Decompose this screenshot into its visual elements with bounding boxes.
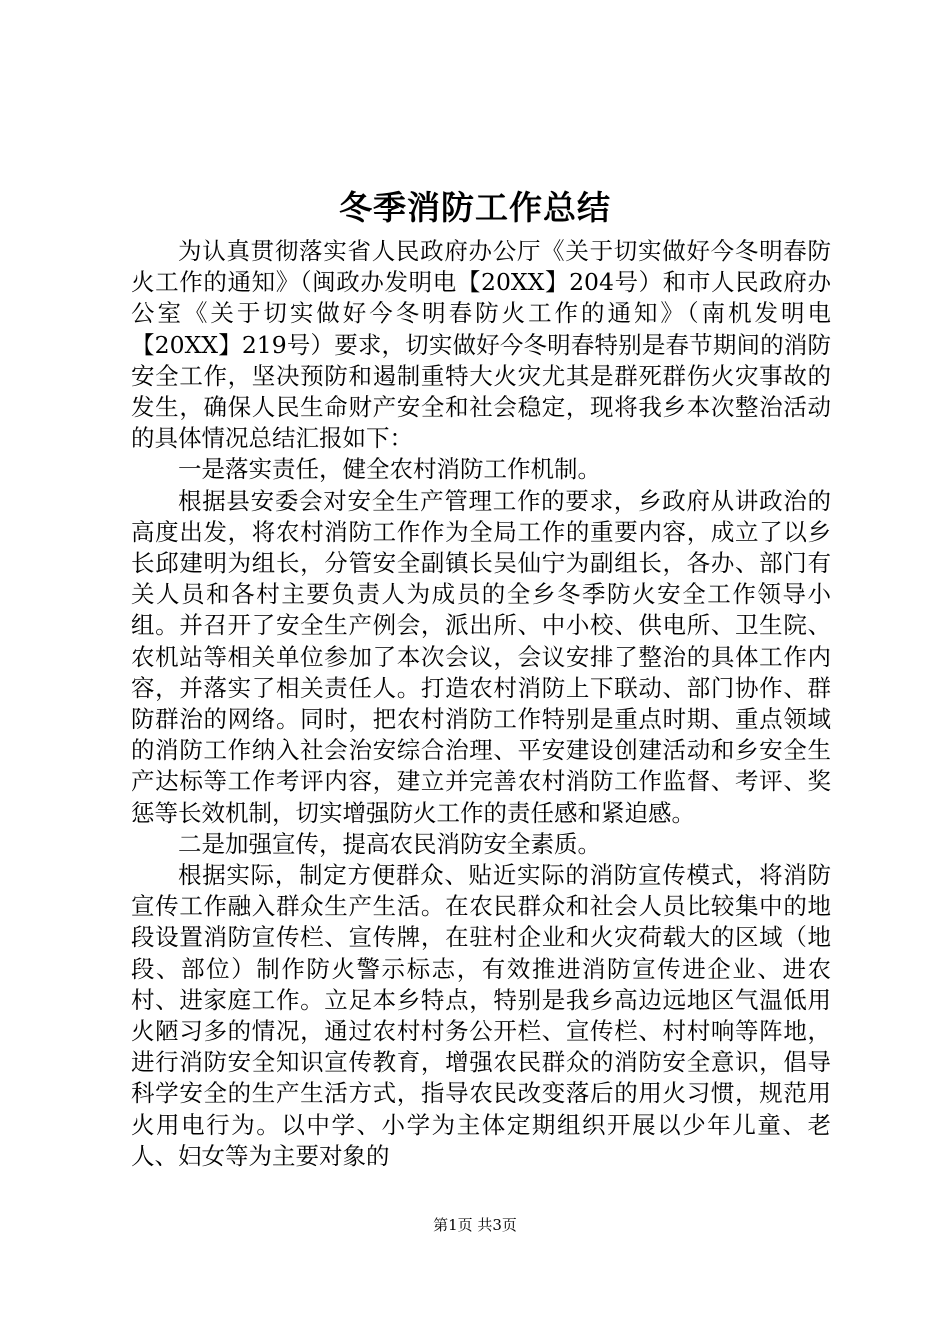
page-footer: 第1页 共3页 <box>433 1216 517 1234</box>
document-body <box>131 236 831 1172</box>
section-heading-2: 二是加强宣传，提高农民消防安全素质。 <box>178 829 601 858</box>
section-heading-1: 一是落实责任，健全农村消防工作机制。 <box>178 455 601 484</box>
paragraph-section-1: 根据县安委会对安全生产管理工作的要求，乡政府从讲政治的高度出发，将农村消防工作作为全局工作的重要内容，成立了以乡长邱建明为组长，分管安全副镇长吴仙宁为副组长，各办、部门有关人员和各村主要负责人为成员的全乡冬季防火安全工作领导小组。并召开了安全生产例会，派出所、中小校、供电所、卫生院、农机站等相关单位参加了本次会议，会议安排了整治的具体工作内容，并落实了相关责任人。打造农村消防上下联动、部门协作、群防群治的网络。同时，把农村消防工作特别是重点时期、重点领域的消防工作纳入社会治安综合治理、平安建设创建活动和乡安全生产达标等工作考评内容，建立并完善农村消防工作监督、考评、奖惩等长效机制，切实增强防火工作的责任感和紧迫感。 <box>131 486 831 827</box>
paragraph-intro: 为认真贯彻落实省人民政府办公厅《关于切实做好今冬明春防火工作的通知》（闽政办发明电【20XX】204号）和市人民政府办公室《关于切实做好今冬明春防火工作的通知》（南机发明电【20XX】219号）要求，切实做好今冬明春特别是春节期间的消防安全工作，坚决预防和遏制重特大火灾尤其是群死群伤火灾事故的发生，确保人民生命财产安全和社会稳定，现将我乡本次整治活动的具体情况总结汇报如下： <box>131 237 831 453</box>
paragraph-section-2: 根据实际，制定方便群众、贴近实际的消防宣传模式，将消防宣传工作融入群众生产生活。在农民群众和社会人员比较集中的地段设置消防宣传栏、宣传牌，在驻村企业和火灾荷载大的区域（地段、部位）制作防火警示标志，有效推进消防宣传进企业、进农村、进家庭工作。立足本乡特点，特别是我乡高边远地区气温低用火陋习多的情况，通过农村村务公开栏、宣传栏、村村响等阵地，进行消防安全知识宣传教育，增强农民群众的消防安全意识，倡导科学安全的生产生活方式，指导农民改变落后的用火习惯，规范用火用电行为。以中学、小学为主体定期组织开展以少年儿童、老人、妇女等为主要对象的 <box>131 861 831 1170</box>
document-title: 冬季消防工作总结 <box>339 188 611 227</box>
